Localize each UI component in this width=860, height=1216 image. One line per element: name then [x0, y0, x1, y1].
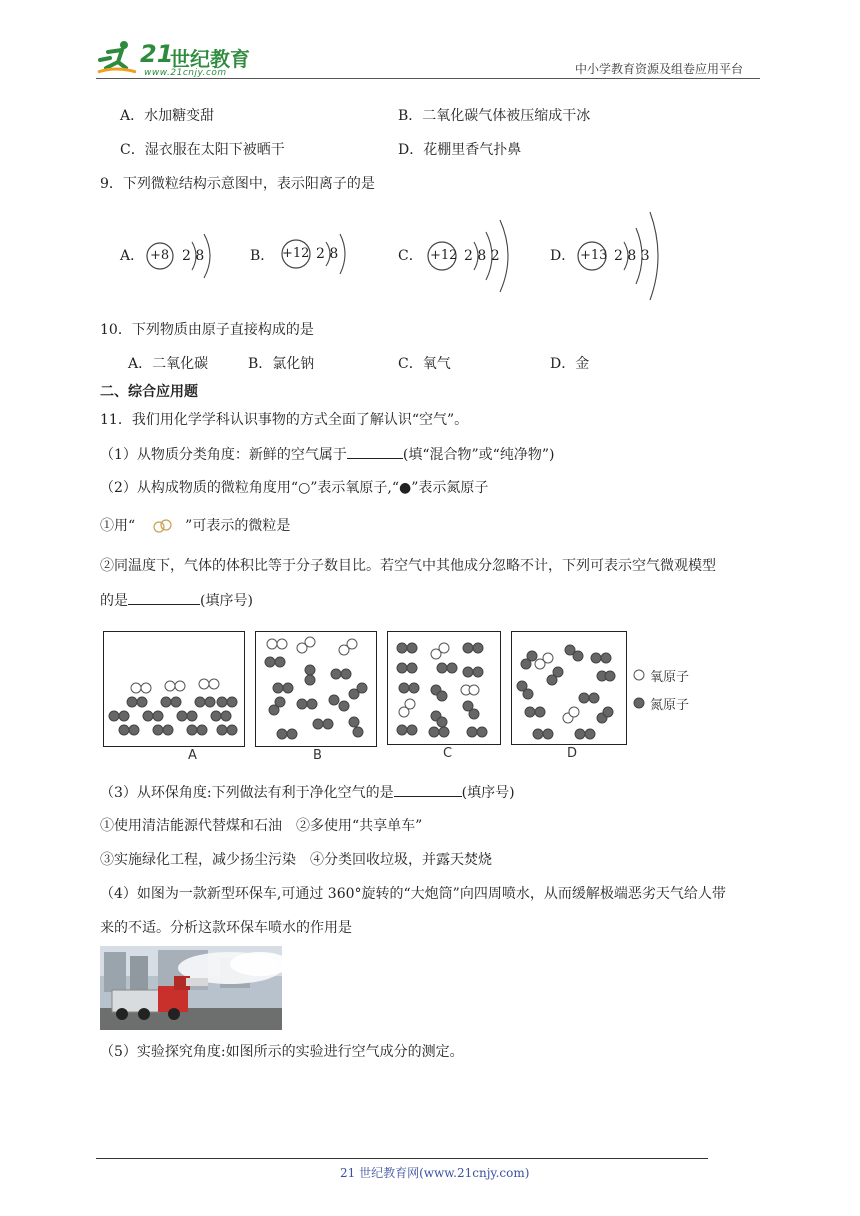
- nucleus-charge: +12: [430, 248, 458, 263]
- q11-part2b-line2: [100, 590, 253, 611]
- q9-option-c: [398, 210, 528, 302]
- q9-option-label: D．: [550, 248, 576, 264]
- q11-part5: （5）实验探究角度:如图所示的实验进行空气成分的测定。: [100, 1044, 464, 1060]
- q8-option-c: C．湿衣服在太阳下被晒干: [120, 142, 285, 158]
- q11-part2a: [100, 516, 290, 536]
- runner-logo-icon: [96, 38, 136, 78]
- q11-part3-hint: (填序号): [461, 785, 515, 801]
- q10-option-b: B．氯化钠: [248, 356, 315, 372]
- answer-blank[interactable]: [128, 590, 200, 605]
- model-box-b: [255, 631, 377, 747]
- q11-part4-line1: （4）如图为一款新型环保车,可通过 360°旋转的“大炮筒”向四周喷水，从而缓解极端恶劣天气给人带: [100, 886, 726, 902]
- q10-option-a: A．二氧化碳: [128, 356, 209, 372]
- model-label-d: D: [567, 746, 578, 761]
- q11-part2b-line1: ②同温度下，气体的体积比等于分子数目比。若空气中其他成分忽略不计，下列可表示空气微观模型: [100, 558, 716, 574]
- model-legend: [632, 664, 712, 714]
- logo-url: www.21cnjy.com: [144, 68, 227, 78]
- footer-text: 21 世纪教育网(www.21cnjy.com): [340, 1166, 530, 1180]
- q9-option-b: [250, 220, 360, 292]
- electron-shells: 2 8 3: [614, 248, 650, 264]
- nucleus-charge: +12: [282, 246, 310, 261]
- q9-option-label: A．: [120, 248, 145, 264]
- electron-shells: 2 8 2: [464, 248, 500, 264]
- q11-part1: [100, 444, 554, 465]
- q11-part3-text: （3）从环保角度:下列做法有利于净化空气的是: [100, 785, 394, 801]
- q11-part3: [100, 782, 515, 803]
- logo-number: 21: [140, 40, 174, 68]
- section-heading: 二、综合应用题: [100, 384, 198, 400]
- model-box-a: [103, 631, 245, 747]
- nitrogen-atom-icon: [632, 696, 646, 710]
- model-a-particles: [104, 632, 244, 746]
- q9-option-label: B．: [250, 248, 275, 264]
- logo-text: 世纪教育: [170, 47, 250, 71]
- oxygen-molecule-icon: [135, 518, 185, 534]
- platform-name: 中小学教育资源及组卷应用平台: [575, 62, 744, 76]
- q11-part2: （2）从构成物质的微粒角度用“○”表示氧原子,“●”表示氮原子: [100, 480, 489, 496]
- q11-part2a-before: ①用“: [100, 518, 136, 534]
- legend-oxygen: 氧原子: [650, 670, 690, 685]
- model-c-particles: [388, 632, 500, 744]
- model-label-c: C: [443, 746, 453, 761]
- q9-option-label: C．: [398, 248, 423, 264]
- q11-part1-text: （1）从物质分类角度：新鲜的空气属于: [100, 447, 347, 463]
- model-label-b: B: [313, 748, 322, 763]
- answer-blank[interactable]: [394, 782, 462, 797]
- model-d-particles: [512, 632, 626, 744]
- q8-option-a: A．水加糖变甜: [120, 108, 215, 124]
- q11-part3-options-2: ③实施绿化工程，减少扬尘污染 ④分类回收垃圾，并露天焚烧: [100, 852, 492, 868]
- q10-stem: 10．下列物质由原子直接构成的是: [100, 322, 314, 338]
- q9-option-a: [120, 220, 230, 292]
- model-box-d: [511, 631, 627, 745]
- answer-blank[interactable]: [347, 444, 403, 459]
- model-label-a: A: [188, 748, 197, 763]
- q11-part2b-before: 的是: [100, 593, 128, 609]
- environmental-truck-photo: [100, 946, 282, 1030]
- legend-nitrogen: 氮原子: [650, 698, 690, 713]
- model-b-particles: [256, 632, 376, 746]
- model-box-c: [387, 631, 501, 745]
- header-rule: [96, 78, 760, 79]
- q11-part3-options-1: ①使用清洁能源代替煤和石油 ②多使用“共享单车”: [100, 818, 423, 834]
- electron-shells: 2 8: [316, 246, 339, 262]
- q10-option-d: D．金: [550, 356, 590, 372]
- q8-option-b: B．二氧化碳气体被压缩成干冰: [398, 108, 591, 124]
- oxygen-atom-icon: [632, 668, 646, 682]
- q11-part2a-after: ”可表示的微粒是: [185, 518, 291, 534]
- q11-part2b-hint: (填序号): [200, 593, 253, 609]
- q11-part4-line2: 来的不适。分析这款环保车喷水的作用是: [100, 920, 352, 936]
- logo: [96, 38, 276, 82]
- electron-shells: 2 8: [182, 248, 205, 264]
- q10-option-c: C．氧气: [398, 356, 451, 372]
- nucleus-charge: +13: [580, 248, 608, 263]
- q9-stem: 9．下列微粒结构示意图中，表示阳离子的是: [100, 176, 375, 192]
- q9-option-d: [550, 204, 680, 304]
- nucleus-charge: +8: [150, 248, 170, 263]
- q8-option-d: D．花棚里香气扑鼻: [398, 142, 522, 158]
- q11-stem: 11．我们用化学学科认识事物的方式全面了解认识“空气”。: [100, 412, 469, 428]
- footer-rule: [96, 1158, 708, 1159]
- q11-part1-hint: (填“混合物”或“纯净物”): [402, 447, 555, 463]
